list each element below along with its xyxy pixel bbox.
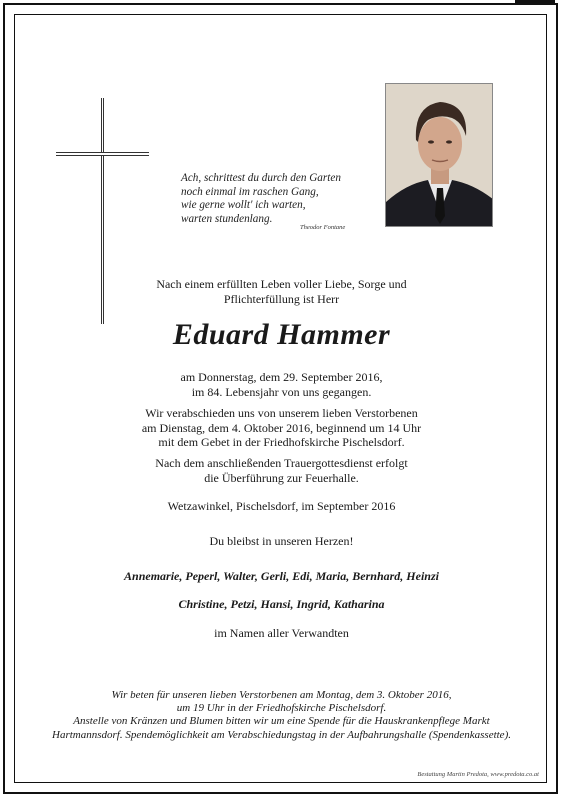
transfer-text bbox=[20, 456, 543, 485]
intro-line: Pflichterfüllung ist Herr bbox=[223, 291, 340, 306]
poem-line: noch einmal im raschen Gang, bbox=[181, 185, 319, 198]
footer-line: Wir beten für unseren lieben Verstorbenen am Montag, dem 3. Oktober 2016, bbox=[111, 689, 452, 701]
relatives-line: im Namen aller Verwandten bbox=[214, 626, 349, 640]
death-info-line: im 84. Lebensjahr von uns gegangen. bbox=[191, 384, 372, 399]
footer-line: um 19 Uhr in der Friedhofskirche Pischelsdorf. bbox=[176, 702, 387, 715]
poem bbox=[181, 172, 361, 226]
funeral-home-credit: Bestattung Martin Predota, www.predota.co.at bbox=[417, 771, 539, 778]
poem-line: Ach, schrittest du durch den Garten bbox=[181, 172, 341, 184]
cross-icon-horizontal bbox=[56, 152, 149, 156]
transfer-line: die Überführung zur Feuerhalle. bbox=[204, 470, 359, 485]
motto-line: Du bleibst in unseren Herzen! bbox=[209, 534, 354, 548]
farewell-text bbox=[20, 406, 543, 450]
mourners-line-2: Christine, Petzi, Hansi, Ingrid, Katharina bbox=[178, 597, 385, 611]
intro-text bbox=[20, 277, 543, 306]
farewell-line: mit dem Gebet in der Friedhofskirche Pischelsdorf. bbox=[158, 435, 405, 449]
intro-line: Nach einem erfüllten Leben voller Liebe, Sorge und bbox=[156, 277, 407, 291]
footer-line: Anstelle von Kränzen und Blumen bitten wir um eine Spende für die Hauskrankenpflege Markt bbox=[73, 715, 490, 728]
footer-note bbox=[20, 689, 543, 742]
transfer-line: Nach dem anschließenden Trauergottesdienst erfolgt bbox=[155, 456, 408, 470]
death-info bbox=[20, 370, 543, 399]
farewell-line: Wir verabschieden uns von unserem lieben Verstorbenen bbox=[145, 406, 418, 420]
portrait-illustration bbox=[386, 84, 493, 227]
deceased-name: Eduard Hammer bbox=[172, 318, 391, 351]
place-date bbox=[20, 499, 543, 514]
portrait-photo bbox=[385, 83, 493, 227]
poem-line: wie gerne wollt' ich warten, bbox=[181, 199, 306, 211]
poem-author: Theodor Fontane bbox=[300, 224, 346, 231]
poem-line: warten stundenlang. bbox=[181, 212, 273, 225]
place-date-line: Wetzawinkel, Pischelsdorf, im September 2016 bbox=[167, 499, 396, 513]
mourners-line-1: Annemarie, Peperl, Walter, Gerli, Edi, Maria, Bernhard, Heinzi bbox=[124, 569, 439, 583]
motto bbox=[20, 534, 543, 549]
relatives bbox=[20, 626, 543, 641]
death-info-line: am Donnerstag, dem 29. September 2016, bbox=[180, 370, 383, 384]
footer-line: Hartmannsdorf. Spendemöglichkeit am Verabschiedungstag in der Aufbahrungshalle (Spendenkassette). bbox=[52, 728, 511, 741]
farewell-line: am Dienstag, dem 4. Oktober 2016, beginnend um 14 Uhr bbox=[141, 420, 422, 435]
